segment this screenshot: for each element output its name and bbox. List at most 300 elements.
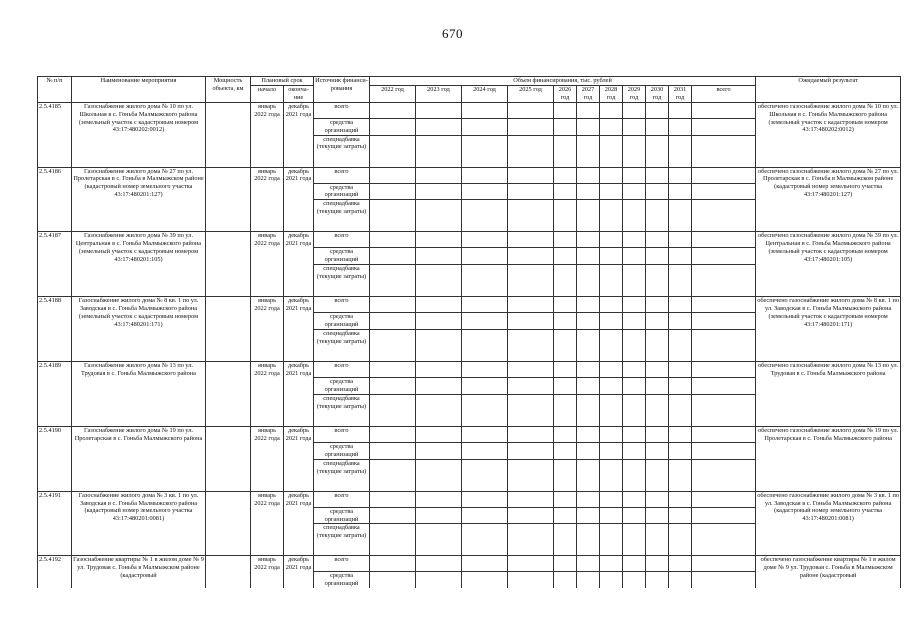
source-label: спецнадбавка (текущие затраты) [314,394,370,426]
header-year: 2022 год [370,85,416,102]
amount-cell [554,394,577,426]
amount-cell [692,118,756,135]
amount-cell [692,556,756,572]
amount-cell [416,167,462,183]
header-year: 2025 год [508,85,554,102]
amount-cell [577,361,600,377]
amount-cell [577,556,600,572]
amount-cell [623,297,646,313]
amount-cell [554,118,577,135]
amount-cell [554,491,577,507]
amount-cell [554,572,577,588]
funding-table [37,76,901,588]
amount-cell [623,313,646,330]
amount-cell [462,167,508,183]
amount-cell [577,459,600,491]
amount-cell [554,232,577,248]
amount-cell [508,507,554,524]
amount-cell [669,248,692,265]
amount-cell [692,361,756,377]
amount-cell [416,135,462,167]
row-number: 2.5.4187 [38,232,72,297]
amount-cell [600,524,623,556]
amount-cell [554,102,577,118]
amount-cell [623,265,646,297]
header-capacity: Мощность объекта, км [206,77,251,103]
amount-cell [646,459,669,491]
page-number: 670 [442,26,463,41]
amount-cell [669,183,692,200]
expected-result: обеспечено газоснабжение жилого дома № 10 по ул. Школьная в с. Гоньба Малмыжского района (земельный участок с кадастровым номером 43:17:480202:0012) [756,102,901,167]
header-num: № п/п [38,77,72,103]
amount-cell [577,491,600,507]
amount-cell [669,459,692,491]
amount-cell [508,377,554,394]
amount-cell [623,102,646,118]
amount-cell [600,572,623,588]
row-number: 2.5.4186 [38,167,72,232]
expected-result: обеспечено газоснабжение жилого дома № 27 по ул. Пролетарская в с. Гоньба в Малмыжском районе (кадастровый номер земельного участка 43:17:480201:127) [756,167,901,232]
amount-cell [554,507,577,524]
amount-cell [416,507,462,524]
amount-cell [692,313,756,330]
amount-cell [370,248,416,265]
measure-name: Газоснабжение жилого дома № 19 по ул. Пролетарская в с. Гоньба Малмыжского района [72,426,206,491]
amount-cell [416,377,462,394]
source-label: средства организаций [314,313,370,330]
source-label: спецнадбавка (текущие затраты) [314,459,370,491]
amount-cell [669,507,692,524]
expected-result: обеспечено газоснабжение жилого дома № 19 по ул. Пролетарская в с. Гоньба Малмыжского района [756,426,901,491]
source-label: всего [314,297,370,313]
amount-cell [600,118,623,135]
amount-cell [646,232,669,248]
amount-cell [646,572,669,588]
amount-cell [577,377,600,394]
amount-cell [646,183,669,200]
amount-cell [462,118,508,135]
amount-cell [416,313,462,330]
row-number: 2.5.4190 [38,426,72,491]
amount-cell [577,572,600,588]
amount-cell [416,265,462,297]
source-label: средства организаций [314,183,370,200]
amount-cell [508,200,554,232]
amount-cell [462,135,508,167]
table-header [38,77,901,103]
amount-cell [577,524,600,556]
amount-cell [646,297,669,313]
source-label: всего [314,361,370,377]
term-end: декабрь 2021 года [284,297,314,362]
header-year: 2029 год [623,85,646,102]
amount-cell [600,135,623,167]
amount-cell [416,491,462,507]
amount-cell [623,491,646,507]
amount-cell [416,394,462,426]
amount-cell [508,313,554,330]
amount-cell [577,200,600,232]
amount-cell [554,183,577,200]
amount-cell [646,377,669,394]
term-start: январь 2022 года [251,426,284,491]
amount-cell [646,361,669,377]
amount-cell [669,313,692,330]
amount-cell [646,118,669,135]
amount-cell [623,524,646,556]
amount-cell [416,102,462,118]
amount-cell [600,556,623,572]
amount-cell [669,524,692,556]
amount-cell [370,572,416,588]
amount-cell [646,426,669,442]
term-start: январь 2022 года [251,102,284,167]
term-start: январь 2022 года [251,232,284,297]
amount-cell [462,248,508,265]
amount-cell [370,377,416,394]
amount-cell [416,426,462,442]
source-label: всего [314,167,370,183]
amount-cell [623,232,646,248]
amount-cell [370,102,416,118]
amount-cell [462,377,508,394]
amount-cell [600,102,623,118]
amount-cell [577,248,600,265]
amount-cell [462,183,508,200]
amount-cell [692,459,756,491]
term-start: январь 2022 года [251,361,284,426]
amount-cell [577,265,600,297]
table-row [38,491,901,507]
capacity-cell [206,491,251,556]
amount-cell [692,572,756,588]
amount-cell [623,459,646,491]
amount-cell [600,297,623,313]
amount-cell [416,361,462,377]
amount-cell [669,167,692,183]
amount-cell [669,377,692,394]
source-label: всего [314,491,370,507]
amount-cell [623,572,646,588]
header-source: Источник финанси-рования [314,77,370,103]
amount-cell [508,183,554,200]
header-year: 2030 год [646,85,669,102]
amount-cell [462,556,508,572]
amount-cell [370,265,416,297]
amount-cell [600,394,623,426]
amount-cell [554,313,577,330]
source-label: всего [314,426,370,442]
amount-cell [577,313,600,330]
amount-cell [462,572,508,588]
amount-cell [623,118,646,135]
amount-cell [508,361,554,377]
amount-cell [600,265,623,297]
amount-cell [508,426,554,442]
measure-name: Газоснабжение жилого дома № 39 по ул. Центральная в с. Гоньба Малмыжского района (земельный участок с кадастровым номером 43:17:480201:105) [72,232,206,297]
amount-cell [462,297,508,313]
amount-cell [600,200,623,232]
amount-cell [508,232,554,248]
amount-cell [554,297,577,313]
amount-cell [508,297,554,313]
amount-cell [554,265,577,297]
amount-cell [600,183,623,200]
amount-cell [462,442,508,459]
amount-cell [692,426,756,442]
amount-cell [416,183,462,200]
amount-cell [554,248,577,265]
amount-cell [416,459,462,491]
header-year: 2027 год [577,85,600,102]
amount-cell [370,118,416,135]
amount-cell [370,507,416,524]
amount-cell [623,248,646,265]
amount-cell [462,394,508,426]
amount-cell [623,426,646,442]
amount-cell [623,442,646,459]
amount-cell [692,200,756,232]
amount-cell [600,442,623,459]
source-label: спецнадбавка (текущие затраты) [314,265,370,297]
amount-cell [600,459,623,491]
term-end: декабрь 2021 года [284,491,314,556]
amount-cell [508,442,554,459]
amount-cell [669,426,692,442]
amount-cell [577,102,600,118]
amount-cell [692,183,756,200]
amount-cell [600,232,623,248]
amount-cell [646,442,669,459]
amount-cell [692,524,756,556]
row-number: 2.5.4189 [38,361,72,426]
amount-cell [508,167,554,183]
amount-cell [554,167,577,183]
amount-cell [669,232,692,248]
expected-result: обеспечено газоснабжение жилого дома № 13 по ул. Трудовая в с. Гоньба Малмыжского района [756,361,901,426]
table-row [38,232,901,248]
amount-cell [370,524,416,556]
amount-cell [416,297,462,313]
amount-cell [669,442,692,459]
amount-cell [462,313,508,330]
table-row [38,361,901,377]
amount-cell [416,248,462,265]
term-start: январь 2022 года [251,556,284,588]
term-end: декабрь 2021 года [284,361,314,426]
capacity-cell [206,232,251,297]
amount-cell [508,329,554,361]
header-total: всего [692,85,756,102]
amount-cell [370,556,416,572]
amount-cell [508,102,554,118]
source-label: спецнадбавка (текущие затраты) [314,200,370,232]
amount-cell [462,200,508,232]
amount-cell [577,167,600,183]
amount-cell [669,572,692,588]
amount-cell [462,459,508,491]
amount-cell [508,572,554,588]
amount-cell [600,377,623,394]
amount-cell [370,329,416,361]
expected-result: обеспечено газоснабжение квартиры № 1 в жилом доме № 9 ул. Трудовая с. Гоньба в Малмыжском районе (кадастровый [756,556,901,588]
amount-cell [554,377,577,394]
amount-cell [554,442,577,459]
table-row [38,102,901,118]
header-year: 2028 год [600,85,623,102]
amount-cell [554,200,577,232]
amount-cell [623,167,646,183]
measure-name: Газоснабжение жилого дома № 3 кв. 1 по ул. Заводская в с. Гоньба Малмыжского района (кадастровый номер земельного участка 43:17:480201:0081) [72,491,206,556]
amount-cell [416,118,462,135]
amount-cell [669,265,692,297]
amount-cell [508,265,554,297]
amount-cell [692,442,756,459]
amount-cell [508,135,554,167]
source-label: средства организаций [314,248,370,265]
amount-cell [462,265,508,297]
amount-cell [416,524,462,556]
source-label: средства организаций [314,442,370,459]
table-row [38,556,901,572]
capacity-cell [206,361,251,426]
amount-cell [623,183,646,200]
measure-name: Газоснабжение жилого дома № 13 по ул. Трудовая в с. Гоньба Малмыжского района [72,361,206,426]
amount-cell [416,442,462,459]
amount-cell [646,491,669,507]
amount-cell [462,507,508,524]
header-term-start: начало [251,85,284,102]
amount-cell [577,394,600,426]
amount-cell [577,442,600,459]
expected-result: обеспечено газоснабжение жилого дома № 8 кв. 1 по ул. Заводская в с. Гоньба Малмыжского района (земельный участок с кадастровым номером 43:17:480201:171) [756,297,901,362]
amount-cell [554,459,577,491]
amount-cell [646,329,669,361]
amount-cell [623,135,646,167]
amount-cell [554,524,577,556]
amount-cell [416,329,462,361]
amount-cell [577,297,600,313]
amount-cell [577,426,600,442]
amount-cell [508,459,554,491]
amount-cell [646,524,669,556]
amount-cell [370,200,416,232]
header-term-end: оконча-ние [284,85,314,102]
amount-cell [370,394,416,426]
amount-cell [370,167,416,183]
amount-cell [669,118,692,135]
amount-cell [692,265,756,297]
amount-cell [623,507,646,524]
amount-cell [462,232,508,248]
amount-cell [646,135,669,167]
row-number: 2.5.4185 [38,102,72,167]
measure-name: Газоснабжение жилого дома № 10 по ул. Школьная в с. Гоньба Малмыжского района (земельный участок с кадастровым номером 43:17:480202:0012) [72,102,206,167]
amount-cell [577,232,600,248]
table-row [38,297,901,313]
amount-cell [600,329,623,361]
amount-cell [623,556,646,572]
row-number: 2.5.4191 [38,491,72,556]
amount-cell [370,361,416,377]
amount-cell [577,135,600,167]
source-label: спецнадбавка (текущие затраты) [314,135,370,167]
amount-cell [669,491,692,507]
amount-cell [508,118,554,135]
source-label: спецнадбавка (текущие затраты) [314,524,370,556]
capacity-cell [206,556,251,588]
header-name: Наименование мероприятия [72,77,206,103]
amount-cell [669,361,692,377]
amount-cell [692,491,756,507]
amount-cell [508,491,554,507]
amount-cell [669,135,692,167]
term-end: декабрь 2021 года [284,232,314,297]
measure-name: Газоснабжение квартиры № 1 в жилом доме № 9 ул. Трудовая с. Гоньба в Малмыжском районе (кадастровый [72,556,206,588]
amount-cell [370,426,416,442]
amount-cell [692,248,756,265]
table-body [38,102,901,588]
amount-cell [577,118,600,135]
amount-cell [692,102,756,118]
amount-cell [600,361,623,377]
amount-cell [416,556,462,572]
amount-cell [554,361,577,377]
source-label: средства организаций [314,377,370,394]
amount-cell [462,329,508,361]
term-end: декабрь 2021 года [284,102,314,167]
amount-cell [508,556,554,572]
source-label: всего [314,102,370,118]
capacity-cell [206,426,251,491]
amount-cell [692,507,756,524]
amount-cell [646,200,669,232]
amount-cell [669,556,692,572]
capacity-cell [206,102,251,167]
amount-cell [508,394,554,426]
amount-cell [623,377,646,394]
capacity-cell [206,167,251,232]
amount-cell [508,524,554,556]
source-label: средства организаций [314,507,370,524]
amount-cell [646,102,669,118]
header-year: 2024 год [462,85,508,102]
amount-cell [462,361,508,377]
term-end: декабрь 2021 года [284,556,314,588]
amount-cell [692,297,756,313]
amount-cell [370,459,416,491]
amount-cell [669,297,692,313]
term-start: январь 2022 года [251,167,284,232]
term-end: декабрь 2021 года [284,167,314,232]
measure-name: Газоснабжение жилого дома № 27 по ул. Пролетарская в с. Гоньба в Малмыжском районе (кадастровый номер земельного участка 43:17:480201:127) [72,167,206,232]
header-year: 2023 год [416,85,462,102]
amount-cell [669,394,692,426]
table-row [38,426,901,442]
header-year: 2031 год [669,85,692,102]
amount-cell [577,183,600,200]
amount-cell [623,361,646,377]
source-label: средства организаций [314,572,370,588]
amount-cell [600,248,623,265]
amount-cell [692,135,756,167]
amount-cell [646,265,669,297]
amount-cell [462,426,508,442]
source-label: всего [314,232,370,248]
amount-cell [692,167,756,183]
amount-cell [646,507,669,524]
header-funding: Объем финансирования, тыс. рублей [370,77,756,86]
